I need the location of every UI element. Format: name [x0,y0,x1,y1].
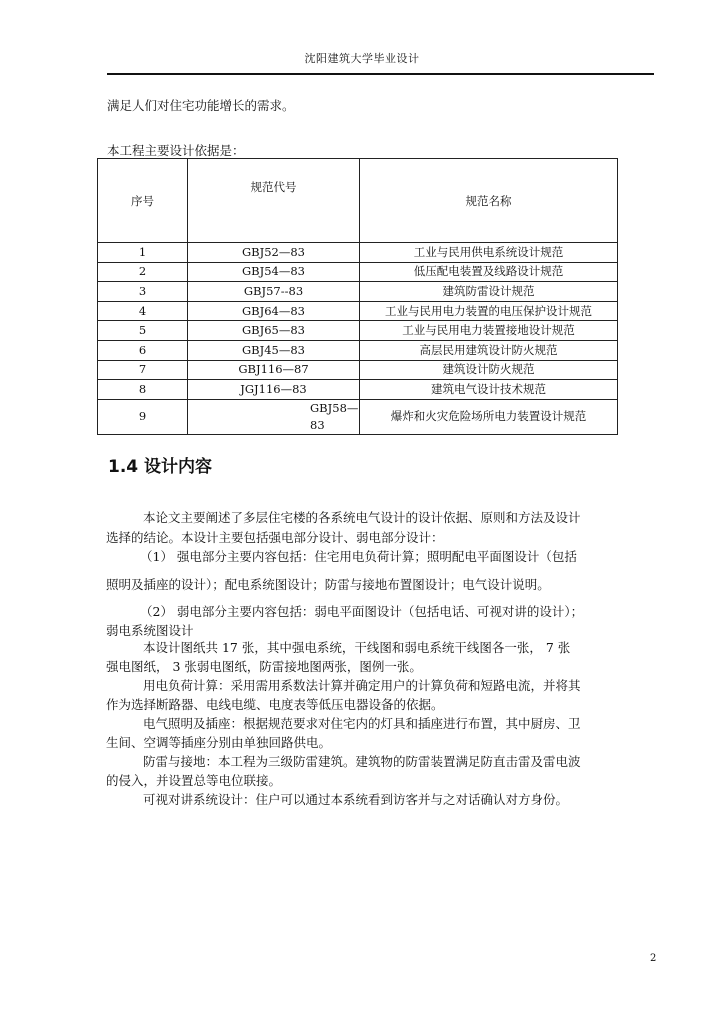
table-header-row [98,159,618,243]
row-code: GBJ54—83 [188,262,360,282]
row-name: 工业与民用供电系统设计规范 [360,243,618,263]
table-row [98,301,618,321]
body-line-4: 照明及插座的设计）；配电系统图设计；防雷与接地布置图设计；电气设计说明。 [106,577,550,592]
row-code: GBJ65—83 [188,321,360,341]
table-row [98,380,618,400]
page-header-title: 沈阳建筑大学毕业设计 [304,52,420,65]
header-name: 规范名称 [360,159,618,243]
row-name: 高层民用建筑设计防火规范 [360,340,618,360]
table-row [98,243,618,263]
row-no: 4 [98,301,188,321]
body-line-1: 本论文主要阐述了多层住宅楼的各系统电气设计的设计依据、原则和方法及设计 [143,510,581,525]
row-no: 6 [98,340,188,360]
row-no: 8 [98,380,188,400]
row-no: 2 [98,262,188,282]
row-code: GBJ64—83 [188,301,360,321]
row-no: 7 [98,360,188,380]
table-row [98,262,618,282]
section-title: 1.4 设计内容 [108,457,213,477]
intro-line-2: 本工程主要设计依据是： [107,143,245,158]
row-code: GBJ52—83 [188,243,360,263]
table-row [98,360,618,380]
body-line-2: 选择的结论。本设计主要包括强电部分设计、弱电部分设计： [106,530,444,545]
table-row [98,321,618,341]
header-rule [107,73,654,75]
table-row [98,282,618,302]
body-line-15: 可视对讲系统设计：住户可以通过本系统看到访客并与之对话确认对方身份。 [143,792,569,807]
body-line-14: 的侵入，并设置总等电位联接。 [106,773,282,788]
body-line-3: （1） 强电部分主要内容包括：住宅用电负荷计算；照明配电平面图设计（包括 [140,549,577,564]
row-name: 工业与民用电力装置接地设计规范 [360,321,618,341]
intro-line-1: 满足人们对住宅功能增长的需求。 [107,98,295,113]
row-name: 低压配电装置及线路设计规范 [360,262,618,282]
body-line-12: 生间、空调等插座分别由单独回路供电。 [106,735,332,750]
table-row [98,340,618,360]
row-code: GBJ116—87 [188,360,360,380]
row-no: 9 [98,399,188,434]
row-name: 建筑防雷设计规范 [360,282,618,302]
row-name: 爆炸和火灾危险场所电力装置设计规范 [360,399,618,434]
page-number: 2 [650,953,657,964]
row-name: 建筑设计防火规范 [360,360,618,380]
spec-table [97,158,618,435]
header-no: 序号 [98,159,188,243]
body-line-9: 用电负荷计算：采用需用系数法计算并确定用户的计算负荷和短路电流，并将其 [143,678,581,693]
body-line-6: 弱电系统图设计 [106,623,194,638]
row-no: 5 [98,321,188,341]
row-code: GBJ45—83 [188,340,360,360]
body-line-5: （2） 弱电部分主要内容包括：弱电平面图设计（包括电话、可视对讲的设计）； [140,604,584,619]
row-name: 建筑电气设计技术规范 [360,380,618,400]
body-line-11: 电气照明及插座：根据规范要求对住宅内的灯具和插座进行布置，其中厨房、卫 [143,716,581,731]
row-code: JGJ116—83 [188,380,360,400]
body-line-10: 作为选择断路器、电线电缆、电度表等低压电器设备的依据。 [106,697,444,712]
body-line-8: 强电图纸， 3 张弱电图纸，防雷接地图两张，图例一张。 [106,659,422,674]
row-no: 3 [98,282,188,302]
row-code: GBJ58—83 [188,399,360,434]
table-row [98,399,618,434]
row-code: GBJ57--83 [188,282,360,302]
header-code: 规范代号 [188,159,360,243]
row-no: 1 [98,243,188,263]
body-line-7: 本设计图纸共 17 张，其中强电系统，干线图和弱电系统干线图各一张， 7 张 [143,640,571,655]
row-name: 工业与民用电力装置的电压保护设计规范 [360,301,618,321]
body-line-13: 防雷与接地：本工程为三级防雷建筑。建筑物的防雷装置满足防直击雷及雷电波 [143,754,581,769]
